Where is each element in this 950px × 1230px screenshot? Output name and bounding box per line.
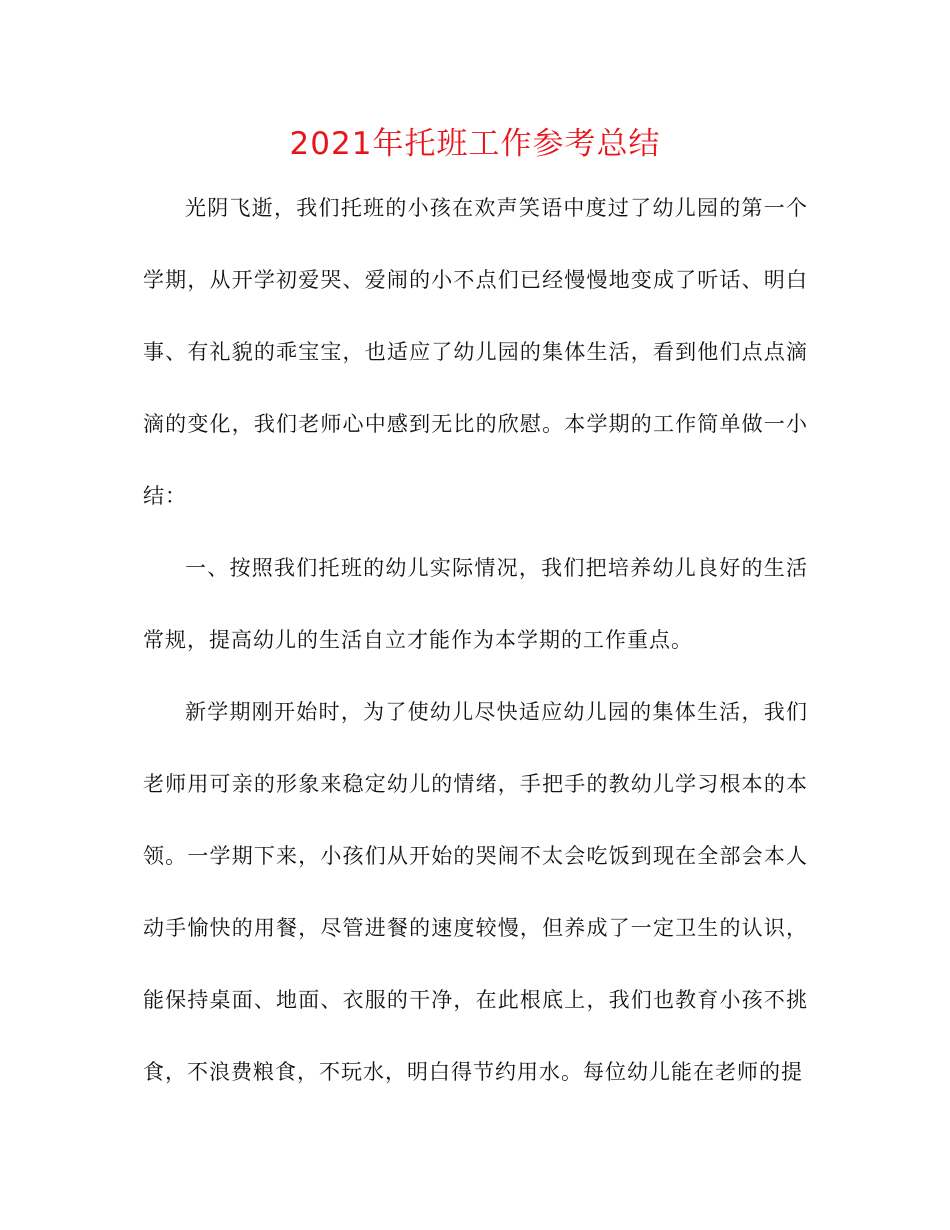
paragraph-intro: 光阴飞逝，我们托班的小孩在欢声笑语中度过了幼儿园的第一个学期，从开学初爱哭、爱闹的小不点们已经慢慢地变成了听话、明白事、有礼貌的乖宝宝，也适应了幼儿园的集体生活，看到他们点点滴滴的变化，我们老师心中感到无比的欣慰。本学期的工作简单做一小结： [143, 196, 808, 508]
document-body [143, 172, 808, 1108]
document-title: 2021年托班工作参考总结 [289, 126, 661, 162]
paragraph-new-semester: 新学期刚开始时，为了使幼儿尽快适应幼儿园的集体生活，我们老师用可亲的形象来稳定幼儿的情绪，手把手的教幼儿学习根本的本领。一学期下来，小孩们从开始的哭闹不太会吃饭到现在全部会本人动手愉快的用餐，尽管进餐的速度较慢，但养成了一定卫生的认识，能保持桌面、地面、衣服的干净，在此根底上，我们也教育小孩不挑食，不浪费粮食，不玩水，明白得节约用水。每位幼儿能在老师的提 [143, 700, 808, 1084]
paragraph-section-one: 一、按照我们托班的幼儿实际情况，我们把培养幼儿良好的生活常规，提高幼儿的生活自立才能作为本学期的工作重点。 [143, 556, 808, 652]
